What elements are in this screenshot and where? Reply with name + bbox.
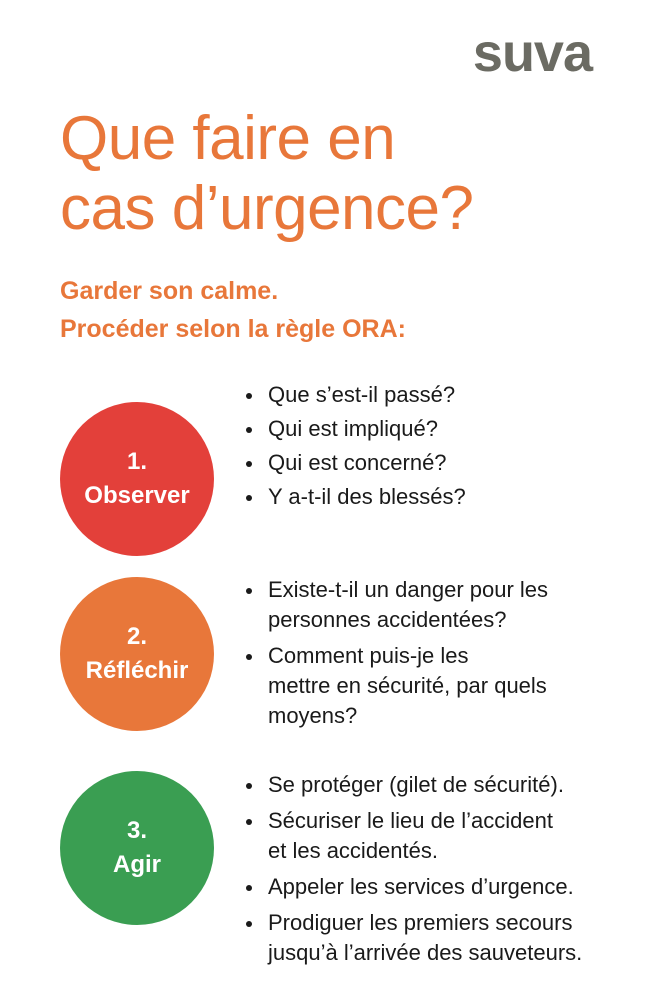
- step-number: 1.: [126, 448, 147, 475]
- list-item: [246, 448, 636, 478]
- bullet-text: Que s’est-il passé?: [268, 382, 456, 407]
- step-circle-reflechir: [60, 577, 214, 731]
- bullet-text: Appeler les services d’urgence.: [268, 874, 574, 899]
- bullet-text: mettre en sécurité, par quels: [268, 673, 547, 698]
- list-item: [246, 380, 636, 410]
- title-line-2: cas d’urgence?: [60, 174, 474, 243]
- bullet-text: moyens?: [268, 703, 358, 728]
- list-item: [246, 770, 636, 800]
- step-label: Observer: [84, 482, 190, 509]
- step-number: 3.: [126, 817, 147, 844]
- bullet-text: Qui est concerné?: [268, 450, 447, 475]
- subtitle: [60, 272, 620, 348]
- bullet-text: Sécuriser le lieu de l’accident: [268, 808, 553, 833]
- subtitle-line-1: Garder son calme.: [60, 277, 279, 305]
- list-item: [246, 482, 636, 512]
- bullet-text: Prodiguer les premiers secours: [268, 910, 573, 935]
- list-item: [246, 908, 636, 968]
- bullet-text: Se protéger (gilet de sécurité).: [268, 772, 564, 797]
- bullet-text: jusqu’à l’arrivée des sauveteurs.: [268, 940, 583, 965]
- step-circle-agir: [60, 771, 214, 925]
- step-circle-observer: [60, 402, 214, 556]
- bullet-text: Qui est impliqué?: [268, 416, 438, 441]
- step-label: Réfléchir: [85, 657, 189, 684]
- step-bullet-list: [246, 380, 636, 516]
- bullet-text: personnes accidentées?: [268, 607, 507, 632]
- suva-logo: suva: [472, 23, 592, 83]
- list-item: [246, 575, 636, 635]
- list-item: [246, 641, 636, 731]
- step-bullet-list: [246, 575, 636, 737]
- subtitle-line-2: Procéder selon la règle ORA:: [60, 315, 406, 343]
- bullet-text: Existe-t-il un danger pour les: [268, 577, 549, 602]
- page-title: [60, 104, 620, 244]
- bullet-text: et les accidentés.: [268, 838, 438, 863]
- title-line-1: Que faire en: [60, 104, 396, 173]
- list-item: [246, 414, 636, 444]
- list-item: [246, 806, 636, 866]
- bullet-text: Comment puis-je les: [268, 643, 469, 668]
- step-number: 2.: [126, 623, 147, 650]
- bullet-text: Y a-t-il des blessés?: [268, 484, 466, 509]
- step-bullet-list: [246, 770, 636, 974]
- list-item: [246, 872, 636, 902]
- step-label: Agir: [113, 851, 161, 878]
